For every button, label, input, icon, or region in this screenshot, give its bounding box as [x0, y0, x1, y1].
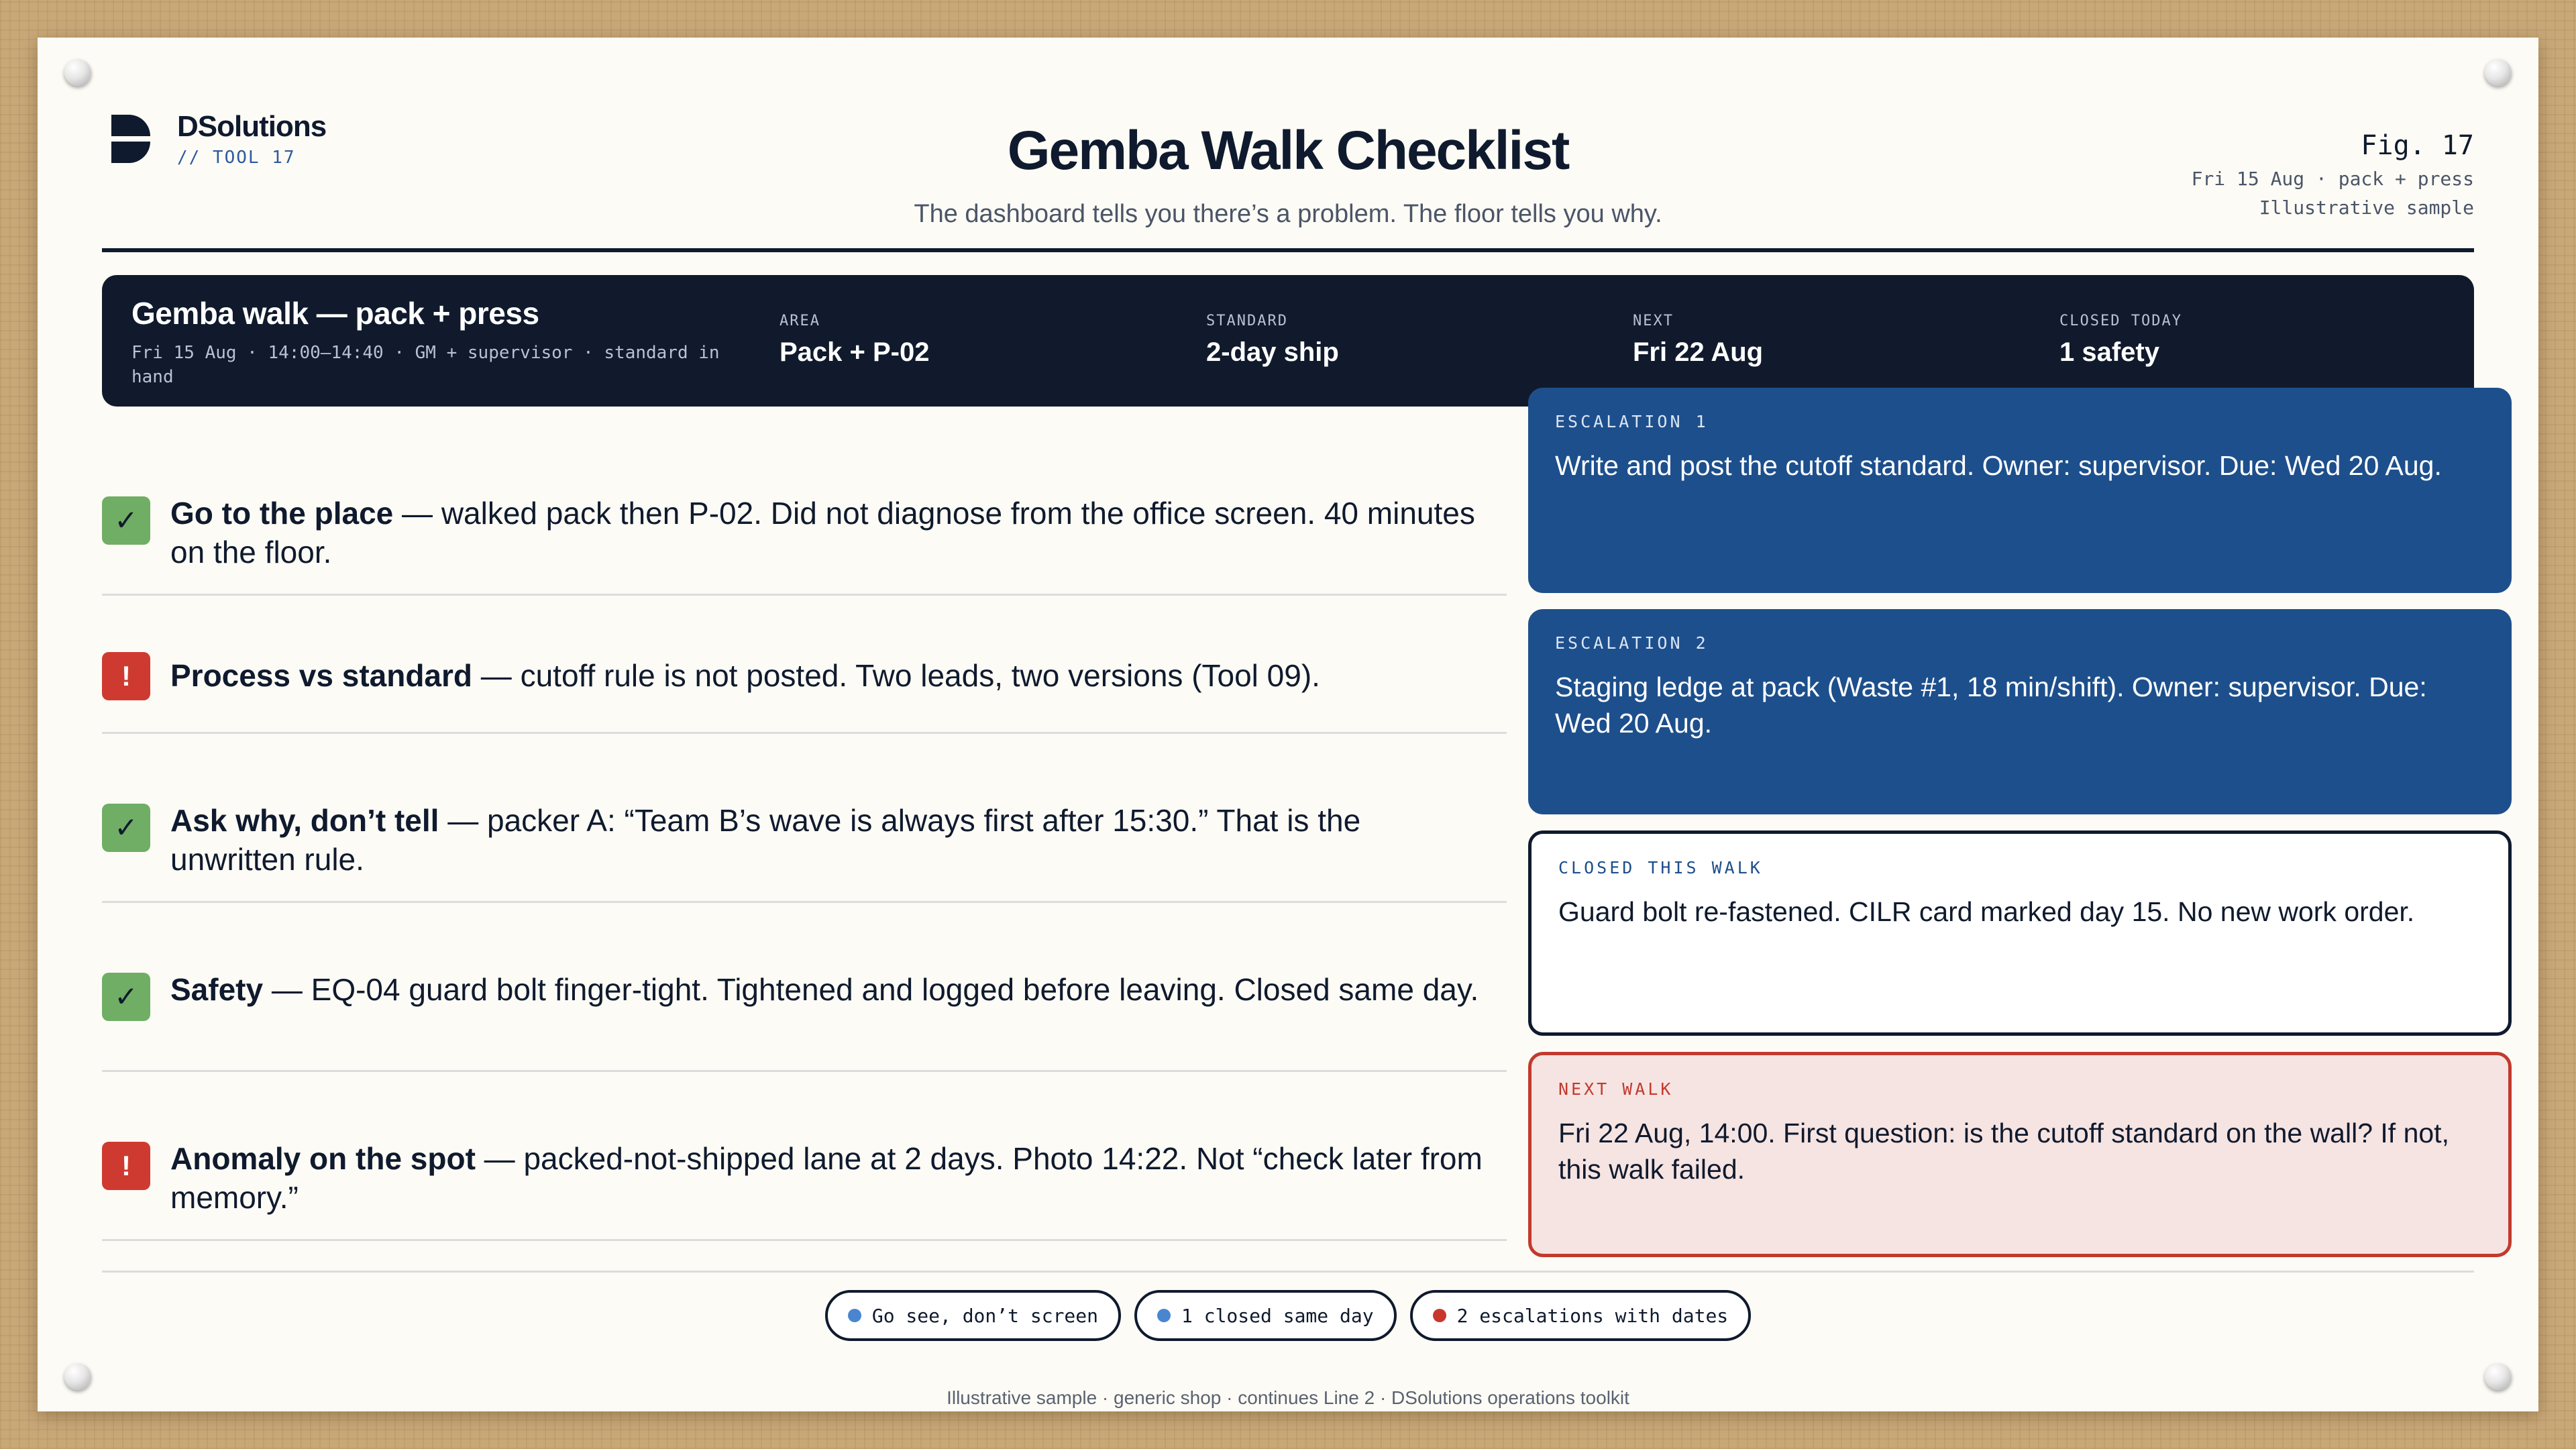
brand-name: DSolutions — [177, 110, 327, 143]
card-label: ESCALATION 1 — [1555, 412, 1709, 431]
kpi-area — [780, 313, 930, 368]
next-walk-card — [1528, 1052, 2512, 1257]
takeaway-pill — [825, 1290, 1121, 1341]
checklist-item-detail: — cutoff rule is not posted. Two leads, two versions (Tool 09). — [472, 658, 1320, 693]
check-icon: ✓ — [102, 973, 150, 1021]
figure-label: Fig. 17 — [2361, 130, 2474, 161]
kpi-label: AREA — [780, 313, 820, 329]
dot-icon — [1433, 1309, 1446, 1322]
kpi-value: 1 safety — [2059, 337, 2159, 367]
takeaway-pill — [1410, 1290, 1752, 1341]
alert-icon: ! — [102, 652, 150, 700]
closed-walk-card — [1528, 830, 2512, 1036]
banner-meta: Fri 15 Aug · 14:00–14:40 · GM + supervisor · standard in hand — [131, 343, 720, 387]
checklist-text — [170, 494, 1485, 572]
card-text: Guard bolt re-fastened. CILR card marked day 15. No new work order. — [1558, 896, 2415, 927]
tool-number: // TOOL 17 — [177, 148, 296, 168]
banner-main — [131, 295, 749, 389]
card-label: CLOSED THIS WALK — [1558, 858, 1763, 877]
card-text: Write and post the cutoff standard. Owner: supervisor. Due: Wed 20 Aug. — [1555, 450, 2442, 481]
kpi-value: Pack + P-02 — [780, 337, 930, 367]
pushpin-icon — [64, 59, 91, 86]
checklist-item-detail: — walked pack then P-02. Did not diagnose from the office screen. 40 minutes on the floor. — [170, 496, 1475, 570]
takeaway-pill — [1134, 1290, 1397, 1341]
pushpin-icon — [2485, 1363, 2512, 1390]
kpi-value: 2-day ship — [1206, 337, 1339, 367]
checklist-text — [170, 801, 1485, 879]
checklist-item-title: Process vs standard — [170, 658, 473, 693]
card-text: Fri 22 Aug, 14:00. First question: is the cutoff standard on the wall? If not, this walk failed. — [1558, 1118, 2449, 1185]
kpi-label: CLOSED TODAY — [2059, 313, 2182, 329]
kpi-next — [1633, 313, 1763, 368]
footnote: Illustrative sample · generic shop · continues Line 2 · DSolutions operations toolkit — [947, 1387, 1629, 1408]
card-text: Staging ledge at pack (Waste #1, 18 min/shift). Owner: supervisor. Due: Wed 20 Aug. — [1555, 672, 2427, 739]
checklist-item — [102, 443, 1507, 596]
title-block — [38, 119, 2538, 229]
kpi-standard — [1206, 313, 1339, 368]
page-subtitle: The dashboard tells you there’s a problem. The floor tells you why. — [914, 200, 1662, 228]
kpi-label: STANDARD — [1206, 313, 1288, 329]
check-icon: ✓ — [102, 496, 150, 545]
pill-label: 2 escalations with dates — [1456, 1304, 1729, 1327]
checklist-item — [102, 596, 1507, 734]
checklist-item-title: Anomaly on the spot — [170, 1141, 476, 1176]
dot-icon — [1157, 1309, 1171, 1322]
alert-icon: ! — [102, 1142, 150, 1190]
escalation-card — [1528, 388, 2512, 593]
checklist-item-title: Go to the place — [170, 496, 394, 531]
card-label: ESCALATION 2 — [1555, 633, 1709, 653]
checklist-item-detail: — packed-not-shipped lane at 2 days. Photo 14:22. Not “check later from memory.” — [170, 1141, 1483, 1215]
checklist-item-detail: — EQ-04 guard bolt finger-tight. Tightened and logged before leaving. Closed same day. — [263, 972, 1479, 1007]
page-title: Gemba Walk Checklist — [1007, 120, 1569, 181]
pushpin-icon — [64, 1363, 91, 1390]
escalation-card — [1528, 609, 2512, 814]
walk-summary-banner — [102, 275, 2474, 407]
checklist-item — [102, 1072, 1507, 1241]
banner-title: Gemba walk — pack + press — [131, 296, 539, 331]
paper-sheet — [38, 38, 2538, 1411]
pill-label: Go see, don’t screen — [871, 1304, 1098, 1327]
checklist-item — [102, 734, 1507, 903]
figure-info — [2192, 130, 2474, 219]
figure-note: Illustrative sample — [2259, 197, 2474, 219]
figure-context: Fri 15 Aug · pack + press — [2191, 168, 2474, 190]
card-label: NEXT WALK — [1558, 1079, 1674, 1099]
pill-label: 1 closed same day — [1181, 1304, 1374, 1327]
checklist-item — [102, 903, 1507, 1072]
check-icon: ✓ — [102, 804, 150, 852]
checklist-text — [170, 656, 1485, 695]
checklist-text — [170, 970, 1485, 1009]
dot-icon — [848, 1309, 861, 1322]
checklist-item-title: Safety — [170, 972, 264, 1007]
checklist-text — [170, 1139, 1485, 1217]
kpi-label: NEXT — [1633, 313, 1674, 329]
kpi-value: Fri 22 Aug — [1633, 337, 1764, 367]
kpi-closed-today — [2059, 313, 2182, 368]
checklist-item-title: Ask why, don’t tell — [170, 803, 439, 838]
takeaway-pills — [38, 1290, 2538, 1341]
pushpin-icon — [2485, 59, 2512, 86]
header-divider — [102, 248, 2474, 252]
footer-divider — [102, 1271, 2474, 1273]
checklist-item-detail: — packer A: “Team B’s wave is always first after 15:30.” That is the unwritten rule. — [170, 803, 1361, 877]
